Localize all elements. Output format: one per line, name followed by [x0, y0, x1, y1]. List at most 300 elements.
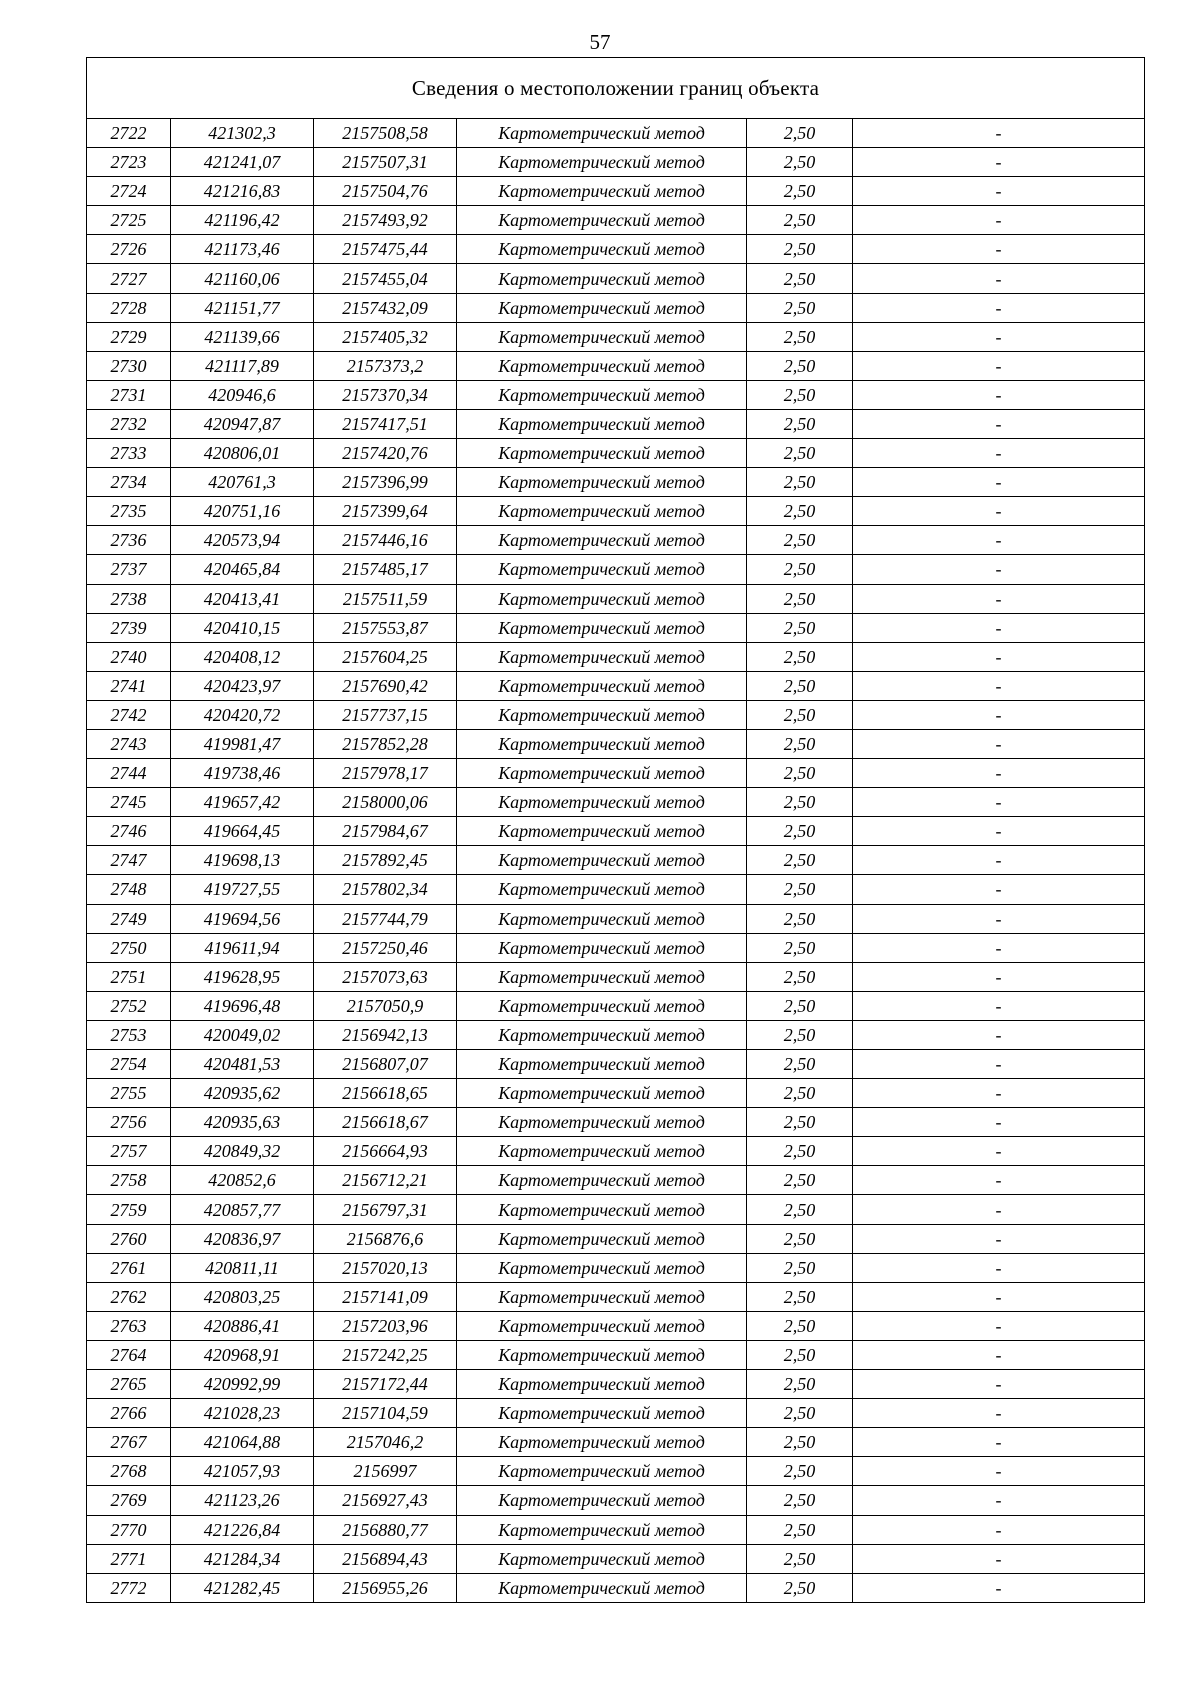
table-row: [87, 1370, 1145, 1399]
method-cell: Картометрический метод: [457, 788, 747, 817]
point-number-cell: 2741: [87, 671, 171, 700]
description-cell: -: [853, 875, 1145, 904]
table-row: [87, 1224, 1145, 1253]
x-coordinate-cell: 421064,88: [171, 1428, 314, 1457]
point-number-cell: 2771: [87, 1544, 171, 1573]
description-cell: -: [853, 497, 1145, 526]
accuracy-cell: 2,50: [747, 1399, 853, 1428]
method-cell: Картометрический метод: [457, 351, 747, 380]
table-row: [87, 235, 1145, 264]
y-coordinate-cell: 2156880,77: [314, 1515, 457, 1544]
description-cell: -: [853, 962, 1145, 991]
point-number-cell: 2770: [87, 1515, 171, 1544]
point-number-cell: 2732: [87, 409, 171, 438]
table-row: [87, 119, 1145, 148]
y-coordinate-cell: 2157073,63: [314, 962, 457, 991]
table-title: Сведения о местоположении границ объекта: [87, 58, 1145, 119]
accuracy-cell: 2,50: [747, 206, 853, 235]
point-number-cell: 2737: [87, 555, 171, 584]
x-coordinate-cell: 420968,91: [171, 1340, 314, 1369]
x-coordinate-cell: 421123,26: [171, 1486, 314, 1515]
x-coordinate-cell: 420935,63: [171, 1108, 314, 1137]
accuracy-cell: 2,50: [747, 526, 853, 555]
table-row: [87, 497, 1145, 526]
x-coordinate-cell: 420857,77: [171, 1195, 314, 1224]
y-coordinate-cell: 2156807,07: [314, 1050, 457, 1079]
point-number-cell: 2738: [87, 584, 171, 613]
y-coordinate-cell: 2157396,99: [314, 468, 457, 497]
accuracy-cell: 2,50: [747, 1311, 853, 1340]
accuracy-cell: 2,50: [747, 991, 853, 1020]
table-row: [87, 206, 1145, 235]
y-coordinate-cell: 2156927,43: [314, 1486, 457, 1515]
accuracy-cell: 2,50: [747, 1573, 853, 1602]
x-coordinate-cell: 421028,23: [171, 1399, 314, 1428]
x-coordinate-cell: 419696,48: [171, 991, 314, 1020]
description-cell: -: [853, 351, 1145, 380]
y-coordinate-cell: 2157852,28: [314, 729, 457, 758]
y-coordinate-cell: 2157507,31: [314, 148, 457, 177]
table-row: [87, 1108, 1145, 1137]
description-cell: -: [853, 904, 1145, 933]
accuracy-cell: 2,50: [747, 1108, 853, 1137]
point-number-cell: 2766: [87, 1399, 171, 1428]
description-cell: -: [853, 1515, 1145, 1544]
point-number-cell: 2767: [87, 1428, 171, 1457]
x-coordinate-cell: 420573,94: [171, 526, 314, 555]
point-number-cell: 2733: [87, 439, 171, 468]
point-number-cell: 2727: [87, 264, 171, 293]
y-coordinate-cell: 2157203,96: [314, 1311, 457, 1340]
table-row: [87, 1457, 1145, 1486]
description-cell: -: [853, 817, 1145, 846]
description-cell: -: [853, 1311, 1145, 1340]
table-title-row: [87, 58, 1145, 119]
x-coordinate-cell: 419657,42: [171, 788, 314, 817]
accuracy-cell: 2,50: [747, 1079, 853, 1108]
x-coordinate-cell: 421196,42: [171, 206, 314, 235]
x-coordinate-cell: 419727,55: [171, 875, 314, 904]
x-coordinate-cell: 420806,01: [171, 439, 314, 468]
point-number-cell: 2765: [87, 1370, 171, 1399]
method-cell: Картометрический метод: [457, 846, 747, 875]
point-number-cell: 2725: [87, 206, 171, 235]
method-cell: Картометрический метод: [457, 1311, 747, 1340]
x-coordinate-cell: 419694,56: [171, 904, 314, 933]
point-number-cell: 2763: [87, 1311, 171, 1340]
method-cell: Картометрический метод: [457, 1515, 747, 1544]
y-coordinate-cell: 2158000,06: [314, 788, 457, 817]
x-coordinate-cell: 421284,34: [171, 1544, 314, 1573]
accuracy-cell: 2,50: [747, 729, 853, 758]
y-coordinate-cell: 2156955,26: [314, 1573, 457, 1602]
point-number-cell: 2769: [87, 1486, 171, 1515]
table-row: [87, 1137, 1145, 1166]
description-cell: -: [853, 1253, 1145, 1282]
method-cell: Картометрический метод: [457, 1020, 747, 1049]
x-coordinate-cell: 420751,16: [171, 497, 314, 526]
method-cell: Картометрический метод: [457, 235, 747, 264]
y-coordinate-cell: 2156664,93: [314, 1137, 457, 1166]
table-row: [87, 1544, 1145, 1573]
table-row: [87, 439, 1145, 468]
description-cell: -: [853, 613, 1145, 642]
method-cell: Картометрический метод: [457, 1457, 747, 1486]
y-coordinate-cell: 2157511,59: [314, 584, 457, 613]
point-number-cell: 2759: [87, 1195, 171, 1224]
table-row: [87, 991, 1145, 1020]
table-row: [87, 700, 1145, 729]
table-row: [87, 1282, 1145, 1311]
y-coordinate-cell: 2157432,09: [314, 293, 457, 322]
method-cell: Картометрический метод: [457, 497, 747, 526]
description-cell: -: [853, 293, 1145, 322]
method-cell: Картометрический метод: [457, 1282, 747, 1311]
accuracy-cell: 2,50: [747, 1428, 853, 1457]
description-cell: -: [853, 1370, 1145, 1399]
x-coordinate-cell: 420852,6: [171, 1166, 314, 1195]
method-cell: Картометрический метод: [457, 409, 747, 438]
y-coordinate-cell: 2157242,25: [314, 1340, 457, 1369]
x-coordinate-cell: 420423,97: [171, 671, 314, 700]
table-row: [87, 875, 1145, 904]
accuracy-cell: 2,50: [747, 1370, 853, 1399]
method-cell: Картометрический метод: [457, 933, 747, 962]
description-cell: -: [853, 206, 1145, 235]
description-cell: -: [853, 1195, 1145, 1224]
x-coordinate-cell: 420481,53: [171, 1050, 314, 1079]
y-coordinate-cell: 2157046,2: [314, 1428, 457, 1457]
point-number-cell: 2724: [87, 177, 171, 206]
accuracy-cell: 2,50: [747, 235, 853, 264]
description-cell: -: [853, 526, 1145, 555]
y-coordinate-cell: 2156942,13: [314, 1020, 457, 1049]
y-coordinate-cell: 2157417,51: [314, 409, 457, 438]
point-number-cell: 2735: [87, 497, 171, 526]
accuracy-cell: 2,50: [747, 584, 853, 613]
x-coordinate-cell: 420935,62: [171, 1079, 314, 1108]
x-coordinate-cell: 419698,13: [171, 846, 314, 875]
description-cell: -: [853, 148, 1145, 177]
accuracy-cell: 2,50: [747, 1224, 853, 1253]
description-cell: -: [853, 1020, 1145, 1049]
table-row: [87, 1050, 1145, 1079]
point-number-cell: 2754: [87, 1050, 171, 1079]
point-number-cell: 2729: [87, 322, 171, 351]
point-number-cell: 2728: [87, 293, 171, 322]
x-coordinate-cell: 420410,15: [171, 613, 314, 642]
table-row: [87, 904, 1145, 933]
point-number-cell: 2755: [87, 1079, 171, 1108]
accuracy-cell: 2,50: [747, 1340, 853, 1369]
y-coordinate-cell: 2156797,31: [314, 1195, 457, 1224]
x-coordinate-cell: 421173,46: [171, 235, 314, 264]
table-row: [87, 351, 1145, 380]
table-row: [87, 729, 1145, 758]
description-cell: -: [853, 409, 1145, 438]
accuracy-cell: 2,50: [747, 439, 853, 468]
description-cell: -: [853, 380, 1145, 409]
method-cell: Картометрический метод: [457, 1195, 747, 1224]
x-coordinate-cell: 420049,02: [171, 1020, 314, 1049]
method-cell: Картометрический метод: [457, 1224, 747, 1253]
accuracy-cell: 2,50: [747, 817, 853, 846]
accuracy-cell: 2,50: [747, 497, 853, 526]
table-row: [87, 526, 1145, 555]
description-cell: -: [853, 1224, 1145, 1253]
y-coordinate-cell: 2156712,21: [314, 1166, 457, 1195]
table-row: [87, 1340, 1145, 1369]
accuracy-cell: 2,50: [747, 177, 853, 206]
x-coordinate-cell: 420836,97: [171, 1224, 314, 1253]
point-number-cell: 2726: [87, 235, 171, 264]
x-coordinate-cell: 421117,89: [171, 351, 314, 380]
table-row: [87, 1486, 1145, 1515]
y-coordinate-cell: 2157475,44: [314, 235, 457, 264]
accuracy-cell: 2,50: [747, 613, 853, 642]
description-cell: -: [853, 1457, 1145, 1486]
table-row: [87, 846, 1145, 875]
table-row: [87, 1573, 1145, 1602]
method-cell: Картометрический метод: [457, 555, 747, 584]
accuracy-cell: 2,50: [747, 409, 853, 438]
description-cell: -: [853, 468, 1145, 497]
point-number-cell: 2764: [87, 1340, 171, 1369]
description-cell: -: [853, 119, 1145, 148]
x-coordinate-cell: 420947,87: [171, 409, 314, 438]
table-row: [87, 613, 1145, 642]
x-coordinate-cell: 421226,84: [171, 1515, 314, 1544]
accuracy-cell: 2,50: [747, 1457, 853, 1486]
point-number-cell: 2748: [87, 875, 171, 904]
point-number-cell: 2736: [87, 526, 171, 555]
point-number-cell: 2752: [87, 991, 171, 1020]
description-cell: -: [853, 1573, 1145, 1602]
table-row: [87, 177, 1145, 206]
method-cell: Картометрический метод: [457, 1486, 747, 1515]
accuracy-cell: 2,50: [747, 1282, 853, 1311]
accuracy-cell: 2,50: [747, 1166, 853, 1195]
description-cell: -: [853, 933, 1145, 962]
x-coordinate-cell: 421057,93: [171, 1457, 314, 1486]
y-coordinate-cell: 2157020,13: [314, 1253, 457, 1282]
y-coordinate-cell: 2157553,87: [314, 613, 457, 642]
table-row: [87, 817, 1145, 846]
description-cell: -: [853, 991, 1145, 1020]
accuracy-cell: 2,50: [747, 1137, 853, 1166]
description-cell: -: [853, 1428, 1145, 1457]
table-row: [87, 1311, 1145, 1340]
x-coordinate-cell: 421241,07: [171, 148, 314, 177]
method-cell: Картометрический метод: [457, 206, 747, 235]
table-row: [87, 642, 1145, 671]
x-coordinate-cell: 419981,47: [171, 729, 314, 758]
method-cell: Картометрический метод: [457, 526, 747, 555]
description-cell: -: [853, 584, 1145, 613]
description-cell: -: [853, 1079, 1145, 1108]
method-cell: Картометрический метод: [457, 1544, 747, 1573]
accuracy-cell: 2,50: [747, 555, 853, 584]
method-cell: Картометрический метод: [457, 1428, 747, 1457]
method-cell: Картометрический метод: [457, 759, 747, 788]
table-row: [87, 468, 1145, 497]
accuracy-cell: 2,50: [747, 1544, 853, 1573]
accuracy-cell: 2,50: [747, 846, 853, 875]
point-number-cell: 2749: [87, 904, 171, 933]
method-cell: Картометрический метод: [457, 584, 747, 613]
y-coordinate-cell: 2157373,2: [314, 351, 457, 380]
accuracy-cell: 2,50: [747, 322, 853, 351]
table-row: [87, 671, 1145, 700]
method-cell: Картометрический метод: [457, 1108, 747, 1137]
table-row: [87, 1253, 1145, 1282]
point-number-cell: 2756: [87, 1108, 171, 1137]
table-row: [87, 293, 1145, 322]
point-number-cell: 2744: [87, 759, 171, 788]
y-coordinate-cell: 2156894,43: [314, 1544, 457, 1573]
point-number-cell: 2746: [87, 817, 171, 846]
y-coordinate-cell: 2157984,67: [314, 817, 457, 846]
y-coordinate-cell: 2157493,92: [314, 206, 457, 235]
accuracy-cell: 2,50: [747, 1195, 853, 1224]
point-number-cell: 2740: [87, 642, 171, 671]
point-number-cell: 2757: [87, 1137, 171, 1166]
x-coordinate-cell: 419664,45: [171, 817, 314, 846]
x-coordinate-cell: 420761,3: [171, 468, 314, 497]
description-cell: -: [853, 264, 1145, 293]
description-cell: -: [853, 1340, 1145, 1369]
x-coordinate-cell: 421139,66: [171, 322, 314, 351]
x-coordinate-cell: 419628,95: [171, 962, 314, 991]
y-coordinate-cell: 2157172,44: [314, 1370, 457, 1399]
y-coordinate-cell: 2157744,79: [314, 904, 457, 933]
boundary-table: [86, 57, 1145, 1603]
accuracy-cell: 2,50: [747, 642, 853, 671]
method-cell: Картометрический метод: [457, 1137, 747, 1166]
point-number-cell: 2761: [87, 1253, 171, 1282]
point-number-cell: 2734: [87, 468, 171, 497]
description-cell: -: [853, 555, 1145, 584]
x-coordinate-cell: 421282,45: [171, 1573, 314, 1602]
accuracy-cell: 2,50: [747, 1020, 853, 1049]
x-coordinate-cell: 420946,6: [171, 380, 314, 409]
description-cell: -: [853, 759, 1145, 788]
description-cell: -: [853, 1544, 1145, 1573]
accuracy-cell: 2,50: [747, 933, 853, 962]
method-cell: Картометрический метод: [457, 991, 747, 1020]
accuracy-cell: 2,50: [747, 148, 853, 177]
table-row: [87, 1079, 1145, 1108]
method-cell: Картометрический метод: [457, 322, 747, 351]
table-row: [87, 1428, 1145, 1457]
accuracy-cell: 2,50: [747, 264, 853, 293]
method-cell: Картометрический метод: [457, 875, 747, 904]
y-coordinate-cell: 2157802,34: [314, 875, 457, 904]
method-cell: Картометрический метод: [457, 380, 747, 409]
accuracy-cell: 2,50: [747, 1050, 853, 1079]
x-coordinate-cell: 421302,3: [171, 119, 314, 148]
table-row: [87, 788, 1145, 817]
point-number-cell: 2750: [87, 933, 171, 962]
description-cell: -: [853, 1137, 1145, 1166]
y-coordinate-cell: 2157892,45: [314, 846, 457, 875]
point-number-cell: 2762: [87, 1282, 171, 1311]
table-row: [87, 1515, 1145, 1544]
x-coordinate-cell: 420420,72: [171, 700, 314, 729]
accuracy-cell: 2,50: [747, 1486, 853, 1515]
method-cell: Картометрический метод: [457, 904, 747, 933]
x-coordinate-cell: 420886,41: [171, 1311, 314, 1340]
description-cell: -: [853, 642, 1145, 671]
point-number-cell: 2772: [87, 1573, 171, 1602]
x-coordinate-cell: 421160,06: [171, 264, 314, 293]
method-cell: Картометрический метод: [457, 1253, 747, 1282]
method-cell: Картометрический метод: [457, 439, 747, 468]
accuracy-cell: 2,50: [747, 700, 853, 729]
table-row: [87, 962, 1145, 991]
accuracy-cell: 2,50: [747, 962, 853, 991]
y-coordinate-cell: 2157420,76: [314, 439, 457, 468]
table-row: [87, 1166, 1145, 1195]
method-cell: Картометрический метод: [457, 468, 747, 497]
description-cell: -: [853, 788, 1145, 817]
point-number-cell: 2723: [87, 148, 171, 177]
method-cell: Картометрический метод: [457, 962, 747, 991]
y-coordinate-cell: 2157604,25: [314, 642, 457, 671]
method-cell: Картометрический метод: [457, 1370, 747, 1399]
description-cell: -: [853, 322, 1145, 351]
point-number-cell: 2753: [87, 1020, 171, 1049]
accuracy-cell: 2,50: [747, 904, 853, 933]
description-cell: -: [853, 235, 1145, 264]
description-cell: -: [853, 671, 1145, 700]
method-cell: Картометрический метод: [457, 119, 747, 148]
y-coordinate-cell: 2156618,67: [314, 1108, 457, 1137]
x-coordinate-cell: 421151,77: [171, 293, 314, 322]
description-cell: -: [853, 729, 1145, 758]
accuracy-cell: 2,50: [747, 293, 853, 322]
table-row: [87, 1195, 1145, 1224]
point-number-cell: 2743: [87, 729, 171, 758]
page-number: 57: [589, 30, 611, 54]
point-number-cell: 2745: [87, 788, 171, 817]
accuracy-cell: 2,50: [747, 788, 853, 817]
method-cell: Картометрический метод: [457, 613, 747, 642]
method-cell: Картометрический метод: [457, 700, 747, 729]
accuracy-cell: 2,50: [747, 351, 853, 380]
x-coordinate-cell: 421216,83: [171, 177, 314, 206]
description-cell: -: [853, 177, 1145, 206]
point-number-cell: 2751: [87, 962, 171, 991]
method-cell: Картометрический метод: [457, 1399, 747, 1428]
table-row: [87, 555, 1145, 584]
point-number-cell: 2722: [87, 119, 171, 148]
point-number-cell: 2760: [87, 1224, 171, 1253]
point-number-cell: 2742: [87, 700, 171, 729]
method-cell: Картометрический метод: [457, 1340, 747, 1369]
description-cell: -: [853, 1486, 1145, 1515]
accuracy-cell: 2,50: [747, 380, 853, 409]
accuracy-cell: 2,50: [747, 1515, 853, 1544]
table-row: [87, 148, 1145, 177]
description-cell: -: [853, 1108, 1145, 1137]
x-coordinate-cell: 419738,46: [171, 759, 314, 788]
x-coordinate-cell: 420811,11: [171, 1253, 314, 1282]
description-cell: -: [853, 846, 1145, 875]
x-coordinate-cell: 419611,94: [171, 933, 314, 962]
method-cell: Картометрический метод: [457, 264, 747, 293]
table-row: [87, 759, 1145, 788]
